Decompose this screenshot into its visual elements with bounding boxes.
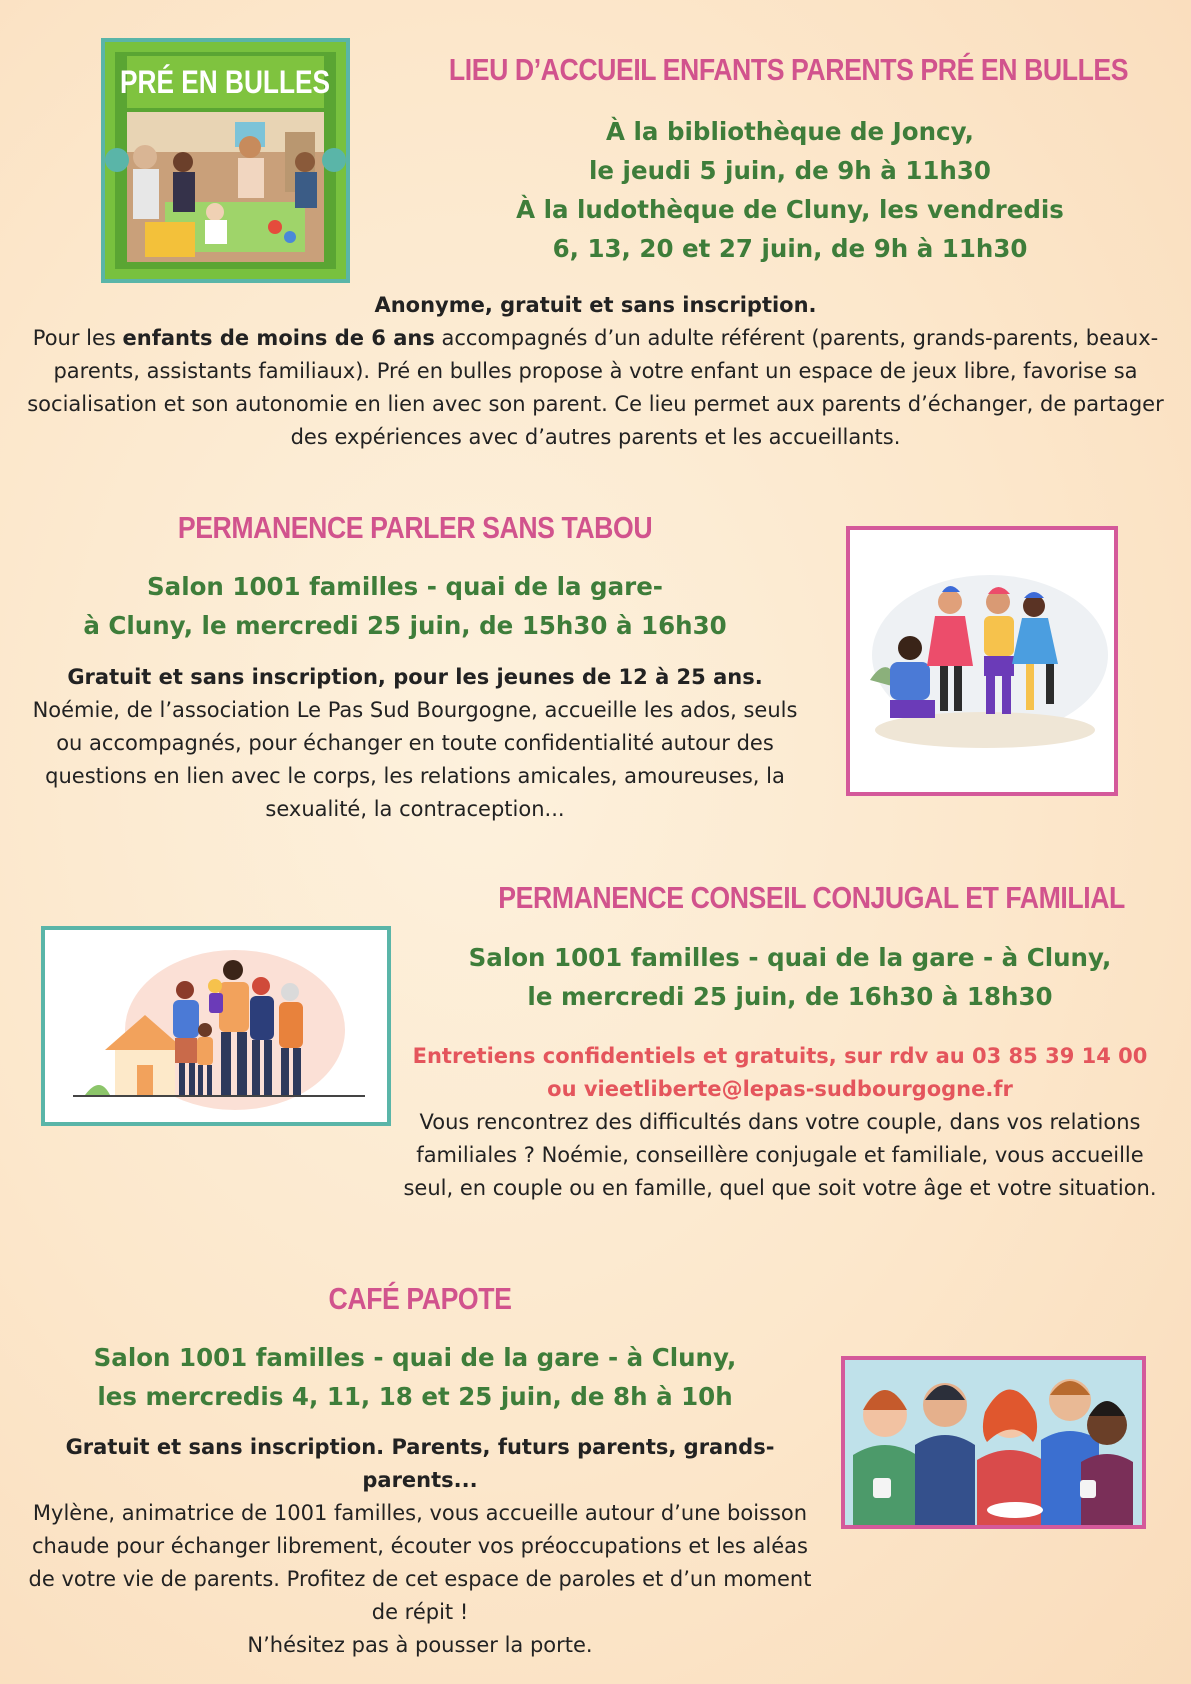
section3-description (400, 1106, 1160, 1205)
schedule-line: À la bibliothèque de Joncy, (606, 117, 974, 146)
cafe-illustration (841, 1356, 1146, 1529)
section1-intro: Anonyme, gratuit et sans inscription. (374, 293, 817, 317)
schedule-line: le jeudi 5 juin, de 9h à 11h30 (589, 156, 991, 185)
section3-contact (400, 1040, 1160, 1106)
section2-title: PERMANENCE PARLER SANS TABOU (177, 510, 653, 545)
section4-closing: N’hésitez pas à pousser la porte. (247, 1633, 593, 1657)
schedule-line: Salon 1001 familles - quai de la gare- (147, 572, 663, 601)
section4-title: CAFÉ PAPOTE (328, 1281, 512, 1316)
pre-en-bulles-logo (101, 38, 350, 283)
section1-title: LIEU D’ACCUEIL ENFANTS PARENTS PRÉ EN BULLES (448, 52, 1129, 87)
body-pre: Pour les (32, 326, 123, 350)
schedule-line: 6, 13, 20 et 27 juin, de 9h à 11h30 (552, 234, 1028, 263)
schedule-line: à Cluny, le mercredi 25 juin, de 15h30 à 16h30 (83, 611, 727, 640)
section2-schedule (40, 567, 770, 645)
schedule-line: le mercredi 25 juin, de 16h30 à 18h30 (527, 982, 1053, 1011)
teens-group-icon (850, 530, 1114, 792)
section3-schedule (420, 938, 1160, 1016)
section3-body: Vous rencontrez des difficultés dans votre couple, dans vos relations familiales ? Noémie, conseillère conjugale et familiale, vous accueille seul, en couple ou en famille, quel que soit votre âge et votre situation. (403, 1110, 1157, 1200)
teens-illustration (846, 526, 1118, 796)
section4-intro: Gratuit et sans inscription. Parents, futurs parents, grands-parents... (65, 1435, 775, 1492)
schedule-line: Salon 1001 familles - quai de la gare - à Cluny, (93, 1343, 737, 1372)
section3-title: PERMANENCE CONSEIL CONJUGAL ET FAMILIAL (498, 880, 1125, 915)
section1-body (25, 322, 1166, 454)
section4-body: Mylène, animatrice de 1001 familles, vous accueille autour d’une boisson chaude pour échanger librement, écouter vos préoccupations et les aléas de votre vie de parents. Profitez de cet espace de paroles et d’un moment de répit ! (28, 1501, 812, 1624)
family-illustration (41, 926, 391, 1126)
section2-intro: Gratuit et sans inscription, pour les jeunes de 12 à 25 ans. (67, 665, 763, 689)
people-coffee-icon (845, 1360, 1142, 1525)
schedule-line: Salon 1001 familles - quai de la gare - à Cluny, (468, 943, 1112, 972)
logo-text: PRÉ EN BULLES (120, 63, 331, 100)
body-emphasis: enfants de moins de 6 ans (122, 326, 435, 350)
section1-description (25, 289, 1166, 454)
schedule-line: À la ludothèque de Cluny, les vendredis (516, 195, 1064, 224)
contact-email[interactable]: ou vieetliberte@lepas-sudbourgogne.fr (547, 1077, 1013, 1101)
schedule-line: les mercredis 4, 11, 18 et 25 juin, de 8h à 10h (97, 1382, 733, 1411)
section1-schedule (420, 112, 1160, 268)
section2-body: Noémie, de l’association Le Pas Sud Bourgogne, accueille les ados, seuls ou accompagnés, pour échanger en toute confidentialité autour des questions en lien avec le corps, les relations amicales, amoureuses, la sexualité, la contraception... (32, 698, 798, 821)
logo-banner (120, 56, 331, 108)
family-group-icon (45, 930, 387, 1122)
section4-schedule (40, 1338, 790, 1416)
contact-line: Entretiens confidentiels et gratuits, sur rdv au 03 85 39 14 00 (412, 1044, 1148, 1068)
section4-description (25, 1431, 815, 1662)
section2-description (30, 661, 800, 826)
body-rest: accompagnés d’un adulte référent (parents, grands-parents, beaux- parents, assistants familiaux). Pré en bulles propose à votre enfant un espace de jeux libre, favorise sa socialisation et son autonomie en lien avec son parent. Ce lieu permet aux parents d’échanger, de partager des expériences avec d’autres parents et les accueillants. (27, 326, 1164, 449)
